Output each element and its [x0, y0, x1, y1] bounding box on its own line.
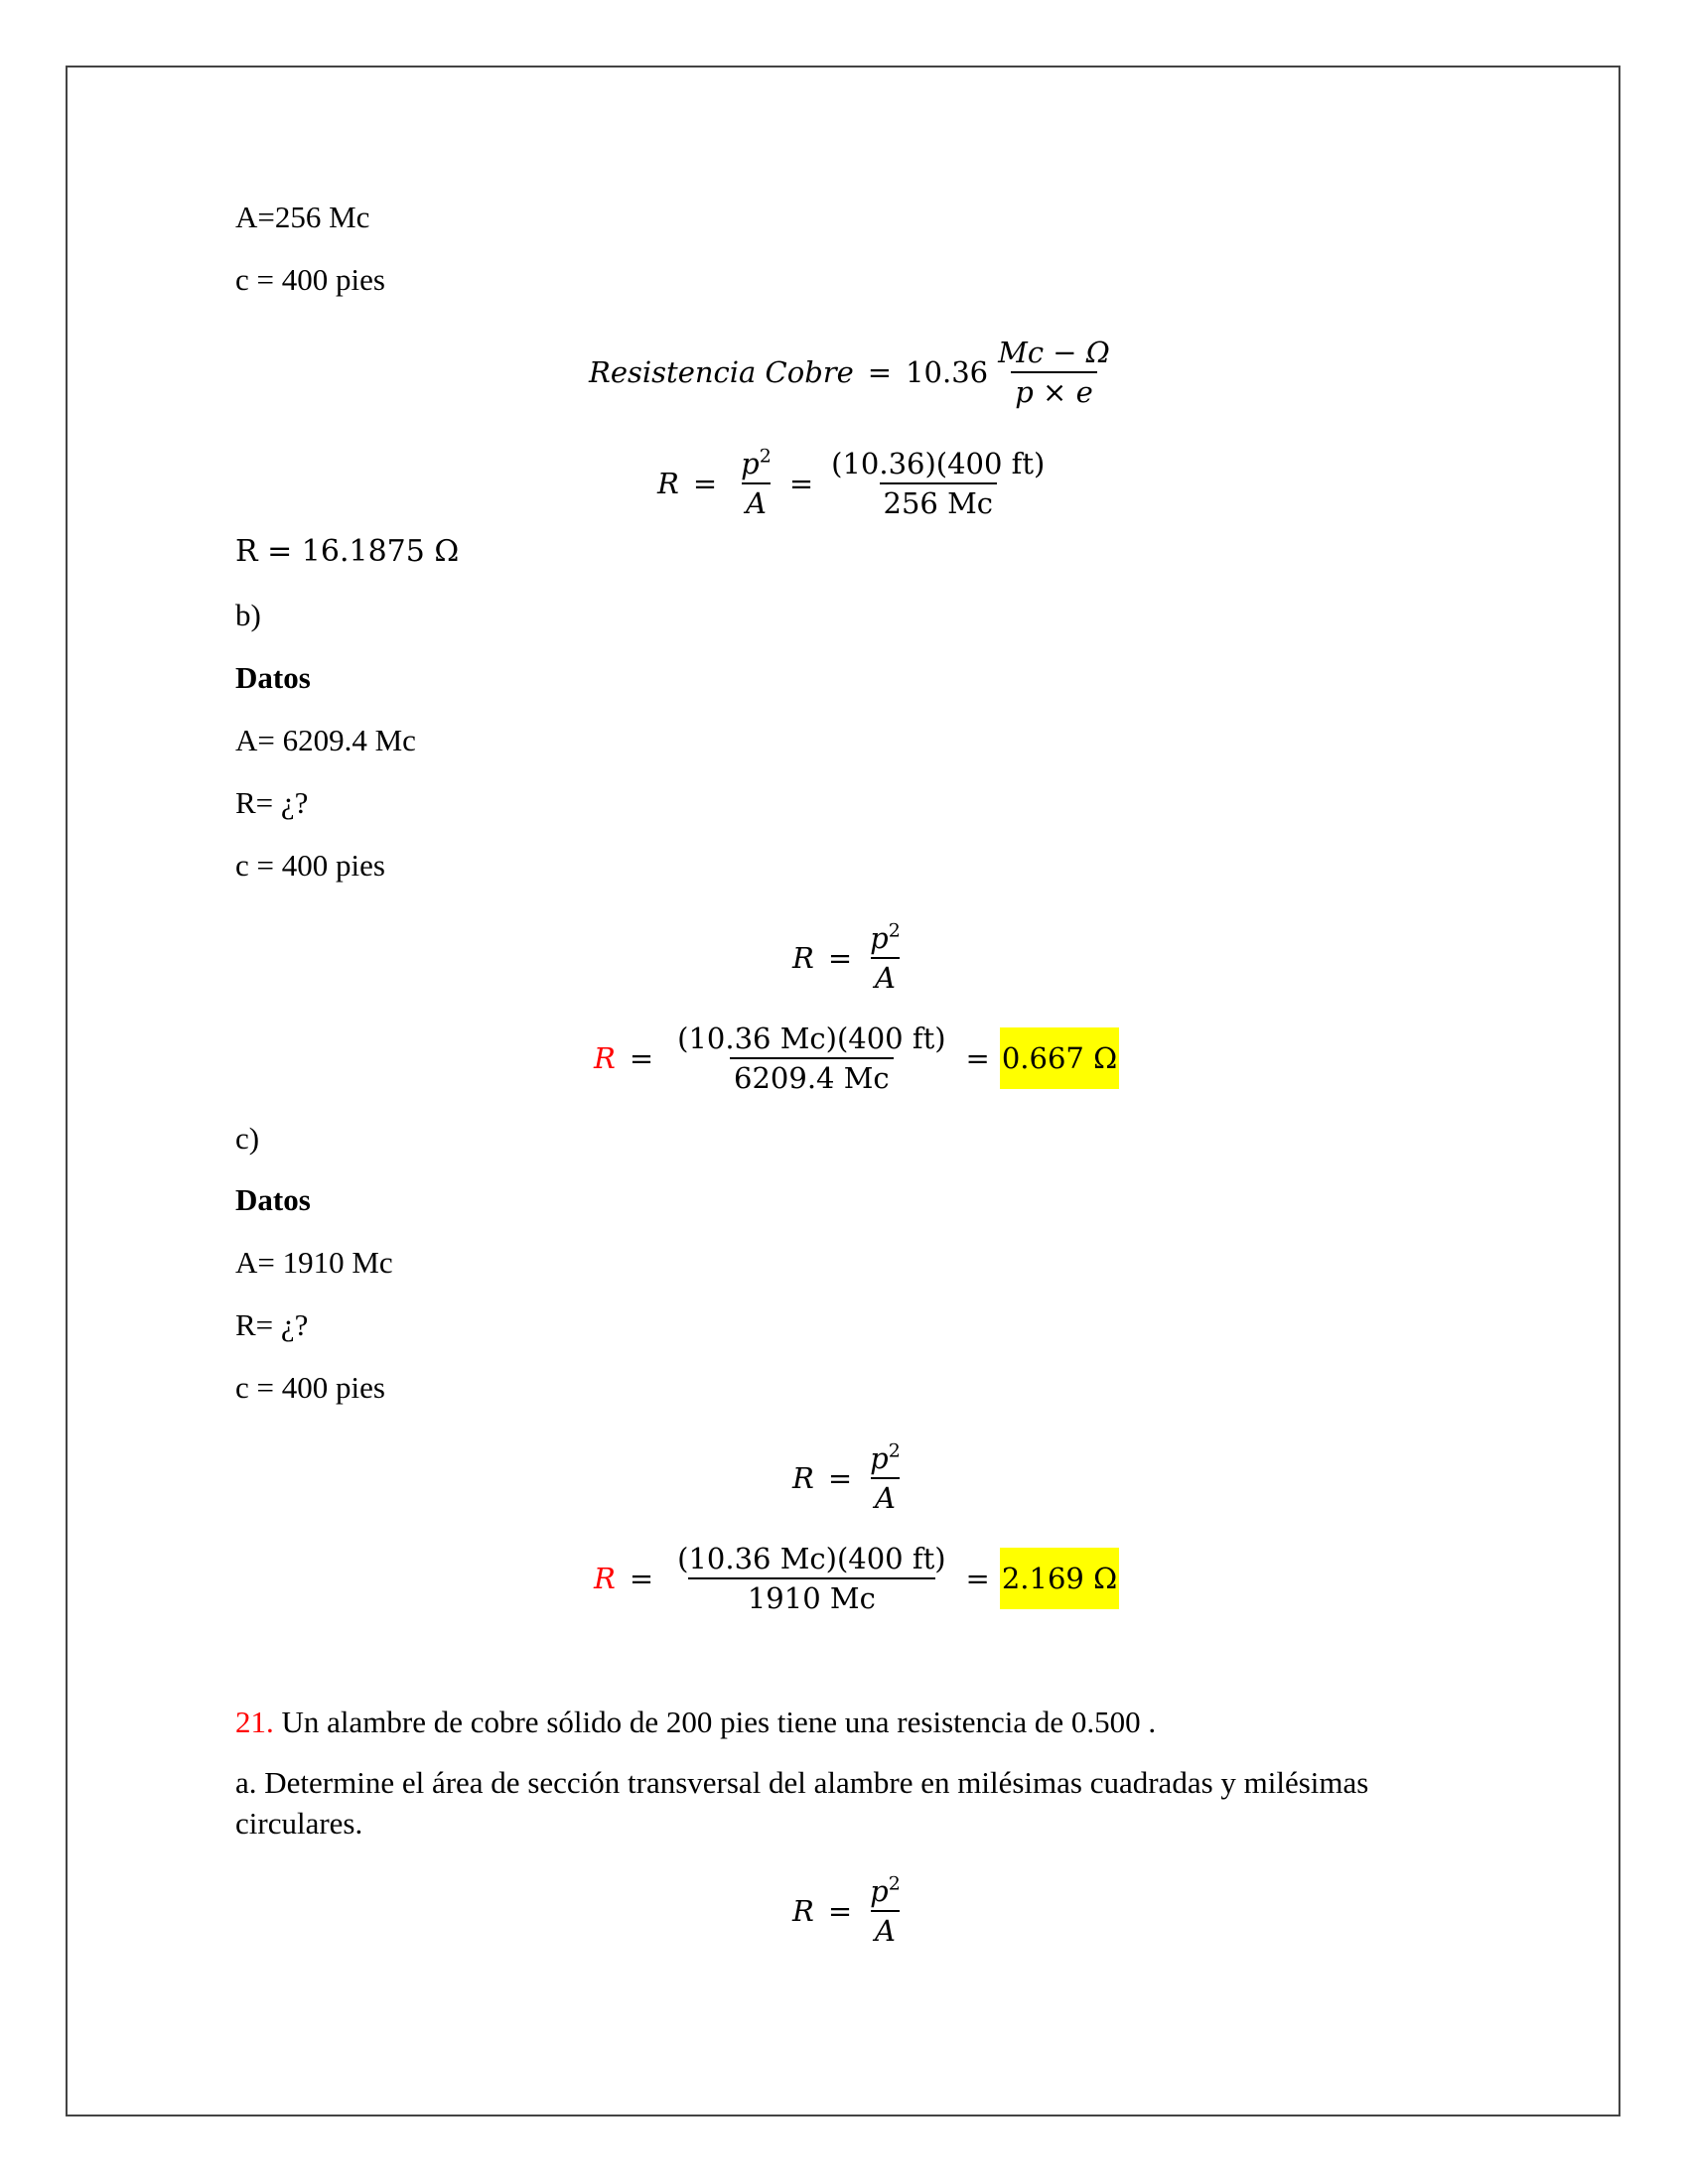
fraction-p2-over-a [866, 919, 905, 995]
fraction [994, 335, 1114, 409]
exponent: 2 [888, 1439, 901, 1462]
area-value-a: A=256 Mc [235, 200, 370, 234]
formula-lhs: R [792, 1461, 814, 1495]
formula-r-b [792, 905, 905, 1011]
exponent: 2 [759, 445, 772, 468]
length-value-c: c = 400 pies [235, 1370, 385, 1405]
calc-r-c [594, 1526, 1119, 1631]
unknown-r-b: R= ¿? [235, 785, 309, 820]
fraction-calc [673, 1021, 949, 1095]
denominator-a: A [871, 957, 900, 993]
formula-lhs: Resistencia Cobre [589, 355, 854, 389]
formula-lhs: R [792, 1894, 814, 1928]
unknown-r-c: R= ¿? [235, 1307, 309, 1342]
formula-lhs: R [792, 941, 814, 975]
formula-r-c [792, 1426, 905, 1531]
denominator-a: A [871, 1477, 900, 1513]
exponent: 2 [888, 919, 901, 942]
fraction-numerator: (10.36)(400 ft) [831, 446, 1046, 480]
formula-lhs-red: R [594, 1041, 616, 1075]
fraction-calc [827, 446, 1049, 520]
area-value-c: A= 1910 Mc [235, 1245, 393, 1280]
numerator-p: p [870, 1440, 889, 1475]
result-a: R = 16.1875 Ω [235, 534, 460, 569]
problem-21-statement [235, 1706, 1156, 1737]
equals-sign: = [788, 467, 814, 500]
denominator-a: A [871, 1910, 900, 1946]
fraction-numerator: (10.36 Mc)(400 ft) [677, 1541, 946, 1575]
datos-heading-b: Datos [235, 660, 311, 695]
formula-coefficient: 10.36 [906, 355, 989, 389]
exponent: 2 [888, 1872, 901, 1895]
equals-sign: = [629, 1041, 654, 1075]
length-value-a: c = 400 pies [235, 262, 385, 297]
equals-sign: = [867, 355, 893, 389]
fraction-denominator: 6209.4 Mc [730, 1057, 894, 1093]
equals-sign: = [965, 1562, 990, 1595]
fraction-numerator: Mc − Ω [998, 335, 1110, 369]
formula-resistencia-cobre [589, 320, 1120, 425]
formula-r-calc-a [657, 431, 1055, 536]
highlighted-result-b: 0.667 Ω [1000, 1027, 1119, 1089]
fraction-numerator: (10.36 Mc)(400 ft) [677, 1021, 946, 1055]
problem-number: 21. [235, 1705, 274, 1739]
fraction-denominator: 256 Mc [880, 482, 998, 518]
question-a: a. Determine el área de sección transversal del alambre en milésimas cuadradas y milésimas circulares. [235, 1765, 1369, 1841]
equals-sign: = [827, 1461, 853, 1495]
equals-sign: = [629, 1562, 654, 1595]
equals-sign: = [827, 941, 853, 975]
fraction-calc [673, 1541, 949, 1615]
equals-sign: = [965, 1041, 990, 1075]
highlighted-result-c: 2.169 Ω [1000, 1548, 1119, 1609]
calc-r-b [594, 1006, 1119, 1111]
equals-sign: = [827, 1894, 853, 1928]
part-c-label: c) [235, 1121, 260, 1156]
numerator-p: p [870, 920, 889, 955]
length-value-b: c = 400 pies [235, 848, 385, 883]
part-b-label: b) [235, 598, 261, 632]
numerator-p: p [870, 1873, 889, 1908]
formula-lhs-red: R [594, 1562, 616, 1595]
fraction-denominator: p × e [1011, 371, 1096, 407]
area-value-b: A= 6209.4 Mc [235, 723, 416, 757]
equals-sign: = [692, 467, 718, 500]
denominator-a: A [742, 482, 771, 518]
problem-text: Un alambre de cobre sólido de 200 pies tiene una resistencia de 0.500 . [273, 1705, 1157, 1739]
fraction-p2-over-a [866, 1872, 905, 1948]
fraction-p2-over-a [737, 445, 775, 520]
fraction-denominator: 1910 Mc [688, 1577, 935, 1613]
fraction-p2-over-a [866, 1439, 905, 1515]
datos-heading-c: Datos [235, 1182, 311, 1217]
numerator-p: p [741, 446, 760, 480]
formula-r-21 [792, 1858, 905, 1964]
formula-lhs: R [657, 467, 679, 500]
